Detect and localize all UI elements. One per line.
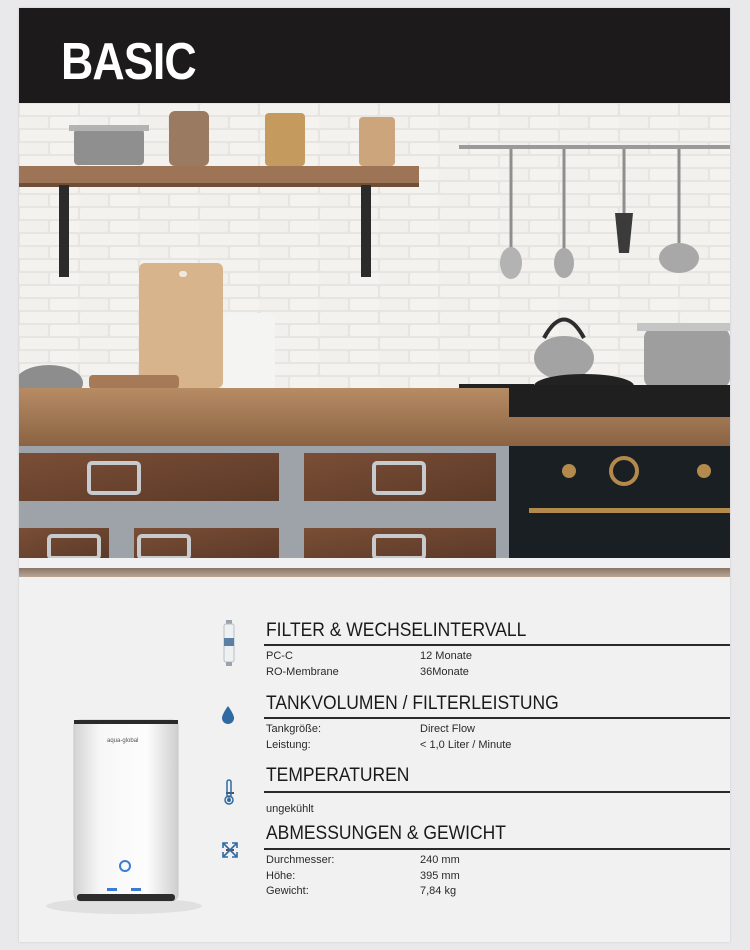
spec-temperature [209, 765, 730, 815]
product-brand-logo: aqua-global [107, 738, 139, 744]
spec-filter [209, 620, 730, 690]
spec-label: Tankgröße: [266, 723, 322, 735]
page-title: BASIC [61, 33, 196, 91]
spec-value: 36Monate [420, 665, 469, 678]
spec-heading: ABMESSUNGEN & GEWICHT [266, 823, 506, 844]
spec-row [266, 803, 716, 819]
spec-row [266, 739, 716, 755]
spec-rows [266, 854, 716, 901]
spec-dimensions [209, 823, 730, 903]
header-bar [19, 8, 730, 103]
spec-rows [266, 723, 716, 754]
spec-row [266, 666, 716, 682]
spec-value: 395 mm [420, 869, 460, 882]
spec-row [266, 885, 716, 901]
spec-value: 240 mm [420, 854, 460, 866]
spec-label: Gewicht: [266, 885, 309, 897]
spec-value: 7,84 kg [420, 885, 457, 897]
spec-rows [266, 803, 716, 819]
spec-label: ungekühlt [266, 803, 314, 815]
spec-divider [264, 848, 730, 850]
spec-row [266, 870, 716, 886]
thermometer-icon [223, 779, 235, 805]
spec-divider [264, 791, 730, 793]
spec-divider [264, 644, 730, 646]
kitchen-photo [19, 103, 730, 558]
filter-cartridge-icon [221, 620, 237, 668]
spec-label: RO-Membrane [266, 665, 339, 678]
spec-sheet [19, 8, 730, 942]
water-drop-icon [221, 705, 235, 725]
spec-tank [209, 693, 730, 753]
photo-divider [19, 568, 730, 577]
spec-row [266, 854, 716, 870]
spec-heading: TEMPERATUREN [266, 765, 410, 786]
spec-row [266, 650, 716, 666]
spec-value: Direct Flow [420, 723, 476, 735]
spec-label: Leistung: [266, 738, 311, 751]
spec-label: PC-C [266, 650, 293, 662]
spec-heading: FILTER & WECHSELINTERVALL [266, 620, 527, 641]
spec-value: 12 Monate [420, 650, 472, 662]
spec-row [266, 723, 716, 739]
dimensions-icon [220, 840, 240, 860]
spec-value: < 1,0 Liter / Minute [420, 738, 512, 751]
spec-rows [266, 650, 716, 681]
spec-divider [264, 717, 730, 719]
spec-heading: TANKVOLUMEN / FILTERLEISTUNG [266, 693, 559, 714]
spec-label: Höhe: [266, 869, 296, 882]
water-filter-product-image [19, 698, 239, 918]
spec-label: Durchmesser: [266, 854, 335, 866]
